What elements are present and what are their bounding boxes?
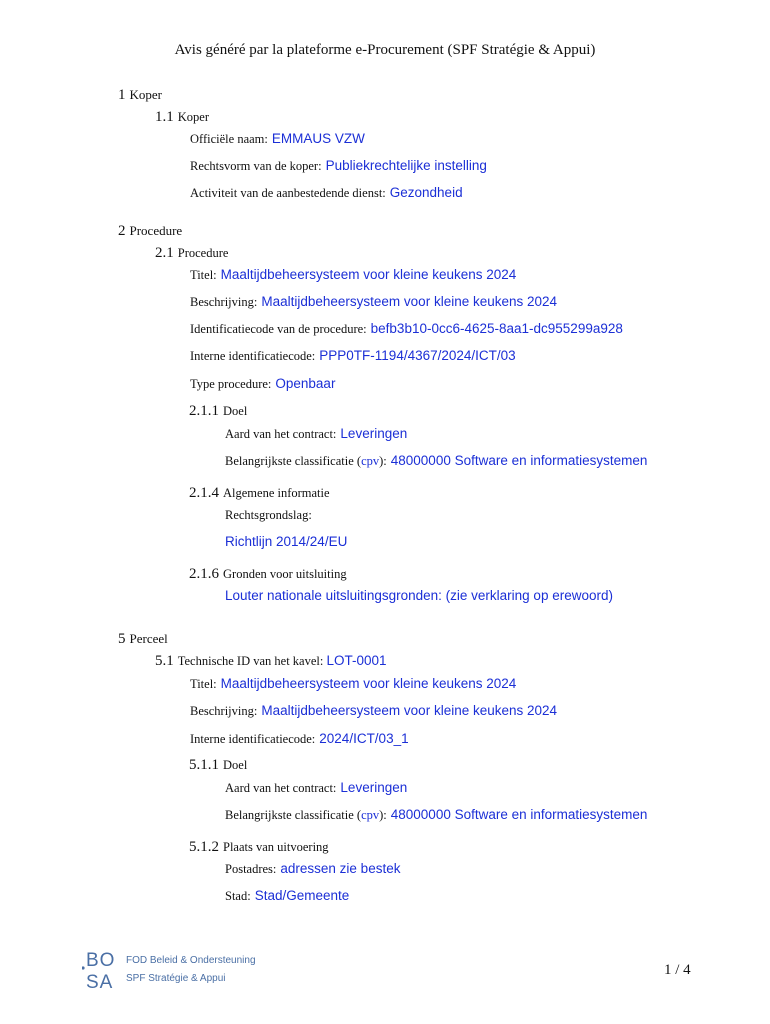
page-header: Avis généré par la plateforme e-Procurement (SPF Stratégie & Appui) <box>174 42 596 58</box>
lot-contract-nature-row <box>225 780 407 796</box>
section-2-1-1-heading <box>189 404 247 419</box>
field-value: 48000000 Software en informatiesystemen <box>390 807 648 822</box>
section-2-1-heading <box>155 246 228 261</box>
section-2-1-6-heading <box>189 567 347 582</box>
section-number: 2.1.6 <box>189 566 219 582</box>
section-number: 2.1.4 <box>189 485 219 501</box>
section-number: 2.1.1 <box>189 403 219 419</box>
legal-basis-label: Rechtsgrondslag: <box>225 508 312 522</box>
label-text: Belangrijkste classificatie ( <box>225 808 362 822</box>
section-number: 5 <box>118 631 126 647</box>
field-label: Stad: <box>225 889 251 903</box>
section-number: 5.1.1 <box>189 757 219 773</box>
section-number: 1.1 <box>155 109 174 125</box>
field-label: Aard van het contract: <box>225 427 337 441</box>
field-label <box>225 454 387 468</box>
field-value: Maaltijdbeheersysteem voor kleine keukens 2024 <box>220 267 517 282</box>
field-value: Maaltijdbeheersysteem voor kleine keukens 2024 <box>261 703 558 718</box>
field-label: Postadres: <box>225 862 277 876</box>
field-value: Maaltijdbeheersysteem voor kleine keukens 2024 <box>220 676 517 691</box>
section-title: Koper <box>129 87 162 102</box>
logo-top-text: BO <box>86 950 116 971</box>
city-row <box>225 888 349 904</box>
section-title: Doel <box>223 404 248 418</box>
internal-id-row <box>190 348 516 364</box>
section-title: Perceel <box>129 631 168 646</box>
postal-address-row <box>225 861 400 877</box>
field-label: Interne identificatiecode: <box>190 732 316 746</box>
logo-line-2: SPF Stratégie & Appui <box>126 973 226 984</box>
section-title: Gronden voor uitsluiting <box>223 567 347 581</box>
field-value: befb3b10-0cc6-4625-8aa1-dc955299a928 <box>370 321 623 336</box>
section-title: Algemene informatie <box>223 486 330 500</box>
procedure-type-row <box>190 376 335 392</box>
field-value: adressen zie bestek <box>280 861 401 876</box>
bosa-logo <box>82 948 282 992</box>
field-label: Aard van het contract: <box>225 781 337 795</box>
legal-basis-value: Richtlijn 2014/24/EU <box>225 534 348 549</box>
section-title: Doel <box>223 758 248 772</box>
field-label: Titel: <box>190 268 217 282</box>
activity-row <box>190 185 463 201</box>
section-title: Procedure <box>129 223 183 238</box>
section-number: 2.1 <box>155 245 174 261</box>
field-label: Activiteit van de aanbestedende dienst: <box>190 186 386 200</box>
field-value: Leveringen <box>340 780 408 795</box>
logo-line-1: FOD Beleid & Ondersteuning <box>126 955 256 966</box>
lot-description-row <box>190 703 557 719</box>
label-text: Belangrijkste classificatie ( <box>225 454 362 468</box>
field-label: Officiële naam: <box>190 132 268 146</box>
label-text: ): <box>379 454 387 468</box>
lot-title-row <box>190 676 516 692</box>
field-label: Beschrijving: <box>190 704 258 718</box>
field-label: Type procedure: <box>190 377 272 391</box>
field-label: Rechtsvorm van de koper: <box>190 159 322 173</box>
procedure-title-row <box>190 267 516 283</box>
section-5-1-1-heading <box>189 758 247 773</box>
field-value: PPP0TF-1194/4367/2024/ICT/03 <box>319 348 516 363</box>
field-label <box>225 808 387 822</box>
lot-classification-row <box>225 807 647 823</box>
cpv-link[interactable]: cpv <box>361 454 380 468</box>
section-number: 2 <box>118 223 126 239</box>
official-name-row <box>190 131 365 147</box>
section-number: 5.1.2 <box>189 839 219 855</box>
section-title: Koper <box>177 110 209 124</box>
lot-internal-id-row <box>190 731 409 747</box>
field-value: Maaltijdbeheersysteem voor kleine keukens 2024 <box>261 294 558 309</box>
logo-bottom-text: SA <box>86 972 114 992</box>
section-title: Technische ID van het kavel: <box>177 654 324 668</box>
field-label: Titel: <box>190 677 217 691</box>
field-value: Stad/Gemeente <box>254 888 350 903</box>
section-5-1-heading <box>155 654 387 669</box>
section-5-heading <box>118 632 168 647</box>
field-label: Identificatiecode van de procedure: <box>190 322 367 336</box>
page-number: 1 / 4 <box>664 962 691 978</box>
classification-row <box>225 453 647 469</box>
field-value: Leveringen <box>340 426 408 441</box>
legal-form-row <box>190 158 487 174</box>
lot-id-value: LOT-0001 <box>326 653 387 668</box>
section-2-heading <box>118 224 182 239</box>
field-label: Interne identificatiecode: <box>190 349 316 363</box>
field-value: 2024/ICT/03_1 <box>319 731 409 746</box>
section-1-heading <box>118 88 162 103</box>
procedure-description-row <box>190 294 557 310</box>
cpv-link[interactable]: cpv <box>361 808 380 822</box>
field-value: Publiekrechtelijke instelling <box>325 158 487 173</box>
section-2-1-4-heading <box>189 486 330 501</box>
field-value: Openbaar <box>275 376 336 391</box>
exclusion-value: Louter nationale uitsluitingsgronden: (zie verklaring op erewoord) <box>225 588 613 603</box>
section-title: Plaats van uitvoering <box>223 840 329 854</box>
label-text: ): <box>379 808 387 822</box>
field-label: Beschrijving: <box>190 295 258 309</box>
section-number: 1 <box>118 87 126 103</box>
section-1-1-heading <box>155 110 209 125</box>
field-value: 48000000 Software en informatiesystemen <box>390 453 648 468</box>
section-number: 5.1 <box>155 653 174 669</box>
field-value: Gezondheid <box>389 185 463 200</box>
section-5-1-2-heading <box>189 840 329 855</box>
field-value: EMMAUS VZW <box>271 131 365 146</box>
contract-nature-row <box>225 426 407 442</box>
section-title: Procedure <box>177 246 229 260</box>
procedure-id-row <box>190 321 623 337</box>
logo-dot-icon <box>82 966 85 969</box>
